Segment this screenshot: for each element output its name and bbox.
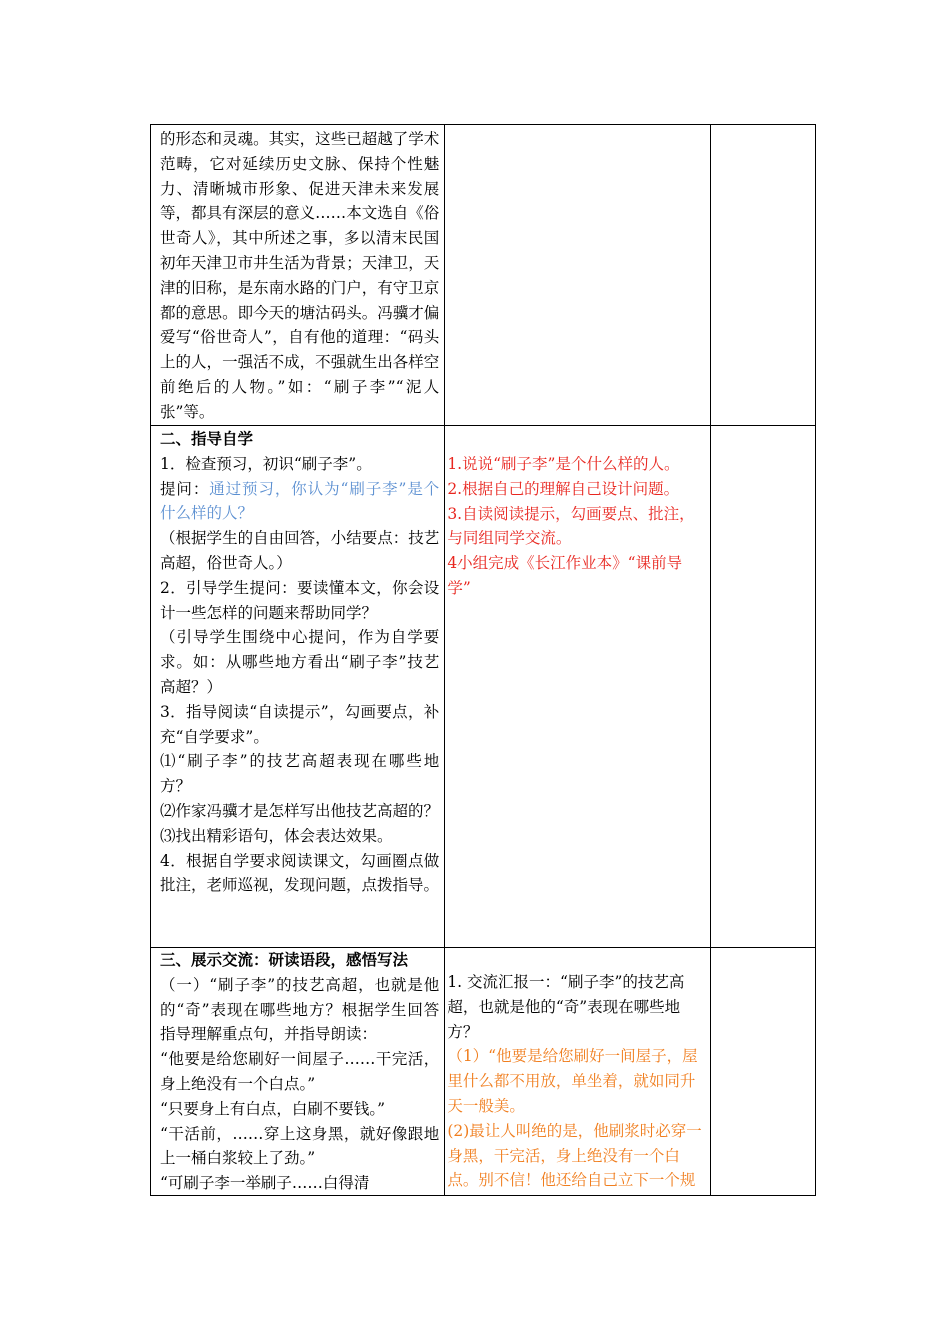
student-activity-cell bbox=[445, 426, 710, 948]
student-activity-item: 3.自读阅读提示，勾画要点、批注，与同组同学交流。 bbox=[447, 504, 695, 548]
note-text: （引导学生围绕中心提问，作为自学要求。如：从哪些地方看出“刷子李”技艺高超？） bbox=[160, 628, 440, 696]
answer-text: （1）“他要是给您刷好一间屋子，屋里什么都不用放，单坐着，就如同升天一般美。 bbox=[447, 1047, 698, 1115]
notes-cell bbox=[710, 426, 816, 948]
answer-text: (2)最让人叫绝的是，他刷浆时必穿一身黑，干完活，身上绝没有一个白点。别不信！他还给自己立下一个规 bbox=[447, 1121, 702, 1190]
student-activity-cell bbox=[445, 948, 710, 1196]
intro-text: （一）“刷子李”的技艺高超，也就是他的“奇”表现在哪些地方？根据学生回答指导理解重点句，并指导朗读： bbox=[160, 975, 440, 1044]
note-text: （根据学生的自由回答，小结要点：技艺高超，俗世奇人。） bbox=[160, 529, 440, 572]
student-activity-cell bbox=[445, 125, 710, 426]
teacher-activity-cell bbox=[151, 125, 445, 426]
sub-item: ⑴“刷子李”的技艺高超表现在哪些地方？ bbox=[160, 752, 440, 796]
background-paragraph: 的形态和灵魂。其实，这些已超越了学术范畴，它对延续历史文脉、保持个性魅力、清晰城市形象、促进天津未来发展等，都具有深层的意义……本文选自《俗世奇人》，其中所述之事，多以清末民国初年天津卫市井生活为背景；天津卫，天津的旧称，是东南水路的门户，有守卫京都的意思。即今天的塘沽码头。冯骥才偏爱写“俗世奇人”，自有他的道理：“码头上的人，一强活不成，不强就生出各样空前绝后的人物。”如：“刷子李”“泥人张”等。 bbox=[160, 130, 440, 421]
lesson-plan-table bbox=[150, 124, 816, 1196]
table-row bbox=[151, 948, 816, 1196]
question-paragraph bbox=[160, 477, 439, 527]
sub-item: ⑶找出精彩语句，体会表达效果。 bbox=[160, 826, 393, 845]
table-row bbox=[151, 125, 816, 426]
teacher-activity-cell bbox=[151, 948, 445, 1196]
notes-cell bbox=[710, 125, 816, 426]
student-activity-item: 4小组完成《长江作业本》“课前导学” bbox=[447, 554, 683, 597]
table-row bbox=[151, 426, 816, 948]
section-heading: 三、展示交流：研读语段，感悟写法 bbox=[160, 950, 409, 969]
quote-text: “只要身上有白点，白刷不要钱。” bbox=[160, 1099, 386, 1118]
teacher-activity-cell bbox=[151, 426, 445, 948]
report-title: 1. 交流汇报一：“刷子李”的技艺高超，也就是他的“奇”表现在哪些地方？ bbox=[447, 973, 685, 1041]
sub-item: ⑵作家冯骥才是怎样写出他技艺高超的？ bbox=[160, 801, 440, 820]
quote-text: “干活前，……穿上这身黑，就好像跟地上一桶白浆较上了劲。” bbox=[160, 1124, 440, 1168]
step-text: 2．引导学生提问：要读懂本文，你会设计一些怎样的问题来帮助同学？ bbox=[160, 578, 440, 622]
question-text: 通过预习，你认为“刷子李”是个什么样的人？ bbox=[160, 479, 440, 523]
question-prefix: 提问： bbox=[160, 479, 210, 498]
section-heading: 二、指导自学 bbox=[160, 429, 254, 448]
notes-cell bbox=[710, 948, 816, 1196]
student-activity-item: 1.说说“刷子李”是个什么样的人。 bbox=[447, 455, 680, 473]
step-text: 3．指导阅读“自读提示”，勾画要点，补充“自学要求”。 bbox=[160, 702, 440, 746]
step-text: 4．根据自学要求阅读课文，勾画圈点做批注，老师巡视，发现问题，点拨指导。 bbox=[160, 851, 440, 895]
quote-text: “可刷子李一举刷子……白得清 bbox=[160, 1174, 370, 1193]
quote-text: “他要是给您刷好一间屋子……干完活，身上绝没有一个白点。” bbox=[160, 1050, 440, 1093]
step-text: 1．检查预习，初识“刷子李”。 bbox=[160, 454, 372, 473]
student-activity-item: 2.根据自己的理解自己设计问题。 bbox=[447, 479, 680, 498]
